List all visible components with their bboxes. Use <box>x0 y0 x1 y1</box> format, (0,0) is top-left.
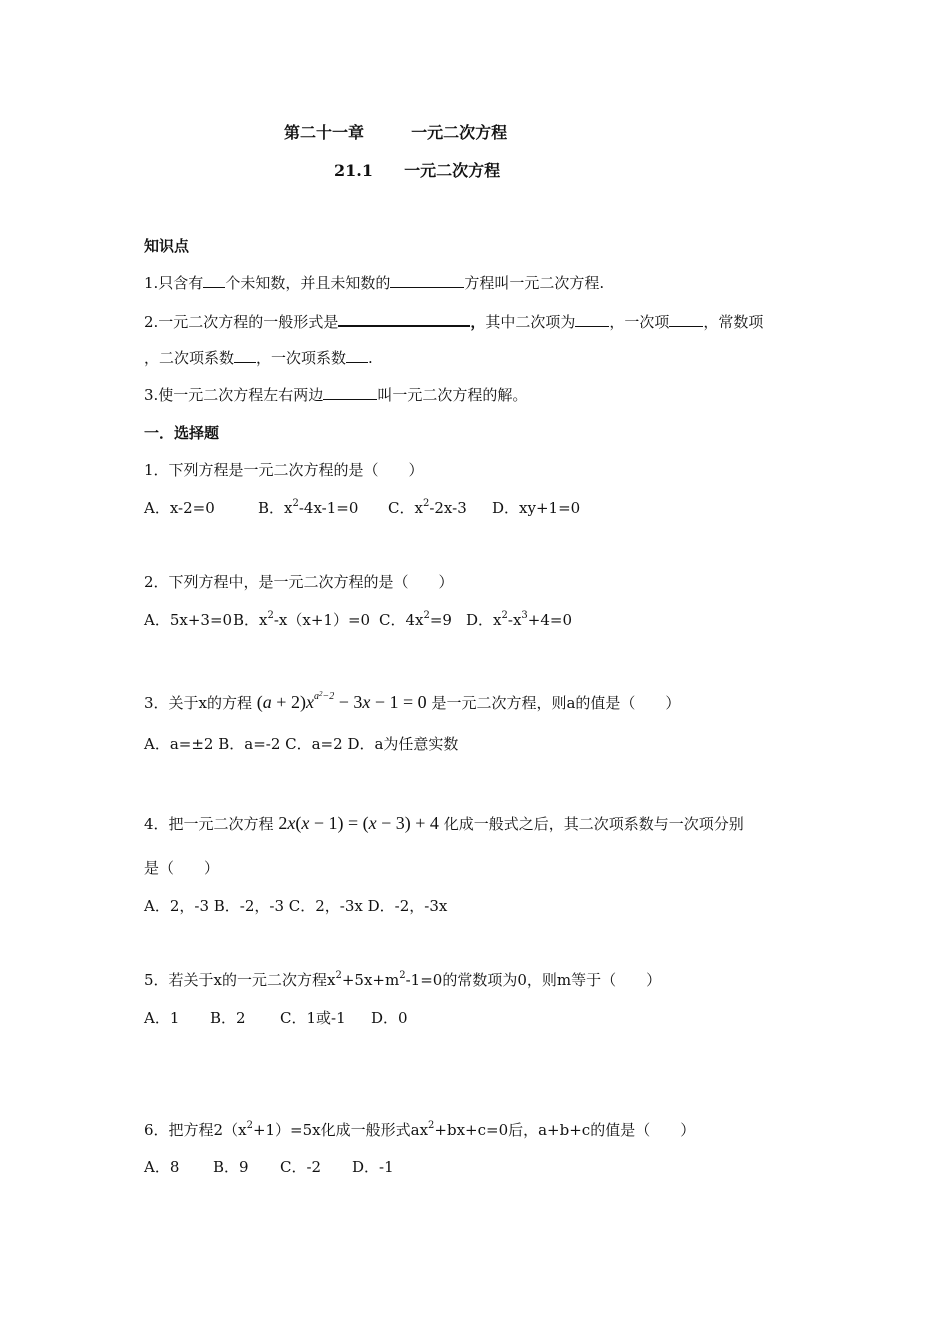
question-1-stem: 1．下列方程是一元二次方程的是（ ） <box>144 461 424 479</box>
formula-q4: 2x(x − 1) = (x − 3) + 4 <box>278 813 439 833</box>
question-3-stem: 3．关于x的方程 $(a + 2)x^{a^2-2} - 3x - 1 = 0$ 是一元二次方程，则a的值是（ ） <box>144 690 681 712</box>
blank <box>669 312 703 327</box>
section-title <box>334 161 500 181</box>
blank <box>575 312 609 327</box>
question-1-option-b: B．$x^2-4x-1=0$ <box>258 498 359 517</box>
knowledge-heading: 知识点 <box>144 237 190 255</box>
blank <box>338 311 470 327</box>
question-2-stem: 2．下列方程中，是一元二次方程的是（ ） <box>144 573 454 591</box>
blank <box>203 273 225 288</box>
section-name: 一元二次方程 <box>404 161 501 180</box>
knowledge-point-2: 2.一元二次方程的一般形式是 ，其中二次项为 ，一次项 ，常数项 <box>144 313 764 331</box>
knowledge-point-3: 3.使一元二次方程左右两边 叫一元二次方程的解。 <box>144 386 528 404</box>
section-heading: 一．选择题 <box>144 424 220 442</box>
question-5-stem: 5．若关于x的一元二次方程$x^2+5x+m^2-1=0$的常数项为0，则m等于（ ） <box>144 970 662 989</box>
chapter-name: 一元二次方程 <box>411 123 508 142</box>
question-4-stem: 4．把一元二次方程 2x(x − 1) = (x − 3) + 4 化成一般式之后，其二次项系数与一次项分别 <box>144 813 744 833</box>
question-2-option-c: C．$4x^2=9$ <box>379 610 452 629</box>
question-5-option-a: A．1 <box>144 1009 180 1027</box>
question-1-option-a: A．x-2=0 <box>144 499 215 517</box>
knowledge-point-1: 1.只含有 个未知数，并且未知数的 方程叫一元二次方程. <box>144 274 605 292</box>
question-4-options: A．2，-3 B．-2，-3 C．2，-3x D．-2，-3x <box>144 897 448 915</box>
section-number: 21.1 <box>334 161 373 180</box>
question-3-options: A．a=±2 B．a=-2 C．a=2 D．a为任意实数 <box>144 735 459 753</box>
question-6-option-a: A．8 <box>144 1158 180 1176</box>
question-6-option-d: D．-1 <box>352 1158 394 1176</box>
question-4-stem-cont: 是（ ） <box>144 859 220 877</box>
question-6-option-b: B．9 <box>213 1158 249 1176</box>
question-2-option-d: D．$x^2-x^3+4=0$ <box>466 610 573 629</box>
question-5-option-c: C．1或-1 <box>280 1009 346 1027</box>
blank <box>390 273 464 288</box>
question-5-option-b: B．2 <box>210 1009 246 1027</box>
question-2-option-a: A．5x+3=0 <box>144 611 233 629</box>
knowledge-point-2-cont: ，二次项系数 ，一次项系数 . <box>144 349 373 367</box>
question-6-option-c: C．-2 <box>280 1158 322 1176</box>
blank <box>234 348 256 363</box>
question-1-option-d: D．xy+1=0 <box>492 499 581 517</box>
blank <box>346 348 368 363</box>
question-5-option-d: D．0 <box>371 1009 408 1027</box>
question-2-option-b: B．$x^2-x(x+1)=0$ <box>233 610 371 629</box>
chapter-number: 第二十一章 <box>284 123 365 142</box>
question-1-option-c: C．$x^2-2x-3$ <box>388 498 467 517</box>
chapter-title <box>284 123 507 143</box>
question-6-stem: 6．把方程$2(x^2+1)=5x$化成一般形式$ax^2+bx+c=0$后，a+b+c的值是（ ） <box>144 1120 696 1139</box>
formula-q3: $(a + 2)x^{a^2-2} - 3x - 1 = 0$ <box>256 690 427 712</box>
blank <box>323 385 377 400</box>
